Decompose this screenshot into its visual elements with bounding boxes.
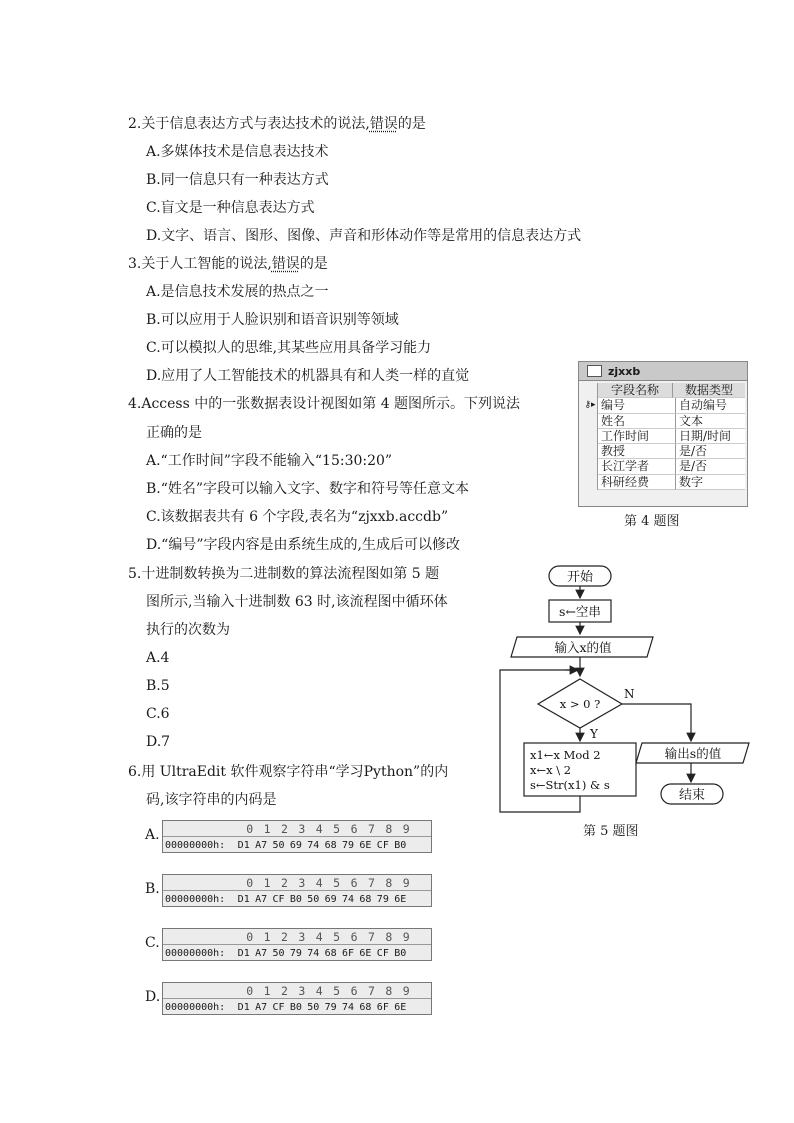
question-3-option-b: B.可以应用于人脸识别和语音识别等领域 [146,312,399,328]
column-header-field-name: 字段名称 [598,383,673,398]
table-row[interactable]: ⚷▸ 编号 自动编号 [583,398,745,413]
question-4-option-c: C.该数据表共有 6 个字段,表名为“zjxxb.accdb” [146,509,449,525]
table-row[interactable]: 工作时间 日期/时间 [583,429,745,444]
flow-input-label: 输入x的值 [554,640,612,655]
flowchart [495,558,755,838]
access-grid [583,383,745,490]
hex-byte: D1 [237,893,250,905]
hex-column-index: 5 [333,822,341,836]
hex-divider [163,998,431,999]
hex-column-index: 4 [315,930,323,944]
flow-no-line [622,704,691,741]
hex-column-index: 4 [315,876,323,890]
emphasis-text: 错误 [369,116,398,132]
hex-byte: 6E [394,1001,407,1013]
hex-column-index: 1 [263,822,271,836]
hex-column-header [241,930,415,944]
hex-byte: A7 [255,893,268,905]
hex-column-index: 2 [281,822,288,836]
hex-column-index: 1 [263,930,271,944]
hex-column-index: 0 [246,930,254,944]
hex-row [165,946,409,960]
hex-column-index: 4 [315,822,323,836]
hex-byte: 6F [342,947,355,959]
hex-column-header [241,876,415,890]
hex-column-index: 0 [246,984,254,998]
question-3-option-d: D.应用了人工智能技术的机器具有和人类一样的直觉 [146,368,470,384]
hex-byte: 79 [289,947,302,959]
question-5-stem-line3: 执行的次数为 [146,622,230,638]
hex-column-index: 3 [298,822,306,836]
hex-byte: 74 [307,839,320,851]
hex-byte: 68 [324,947,337,959]
hex-byte: A7 [255,839,268,851]
hex-byte: CF [272,893,285,905]
hex-byte: D1 [237,1001,250,1013]
question-4-option-d: D.“编号”字段内容是由系统生成的,生成后可以修改 [146,537,460,553]
hex-column-index: 6 [350,930,358,944]
question-6-stem-line2: 码,该字符串的内码是 [146,792,277,808]
hex-byte: 6F [376,1001,389,1013]
hex-panel [162,982,432,1015]
hex-column-index: 2 [281,930,288,944]
hex-column-index: 1 [263,876,271,890]
flow-body-line1: x1←x Mod 2 [530,748,601,762]
hex-column-index: 1 [263,984,271,998]
figure-4-caption: 第 4 题图 [624,514,680,529]
hex-row [165,892,409,906]
hex-byte: 50 [307,1001,320,1013]
hex-column-index: 5 [333,984,341,998]
hex-byte: CF [376,947,389,959]
hex-option-label: B. [145,881,160,897]
hex-byte: 74 [342,1001,355,1013]
question-2-option-a: A.多媒体技术是信息表达技术 [146,144,329,160]
hex-column-index: 5 [333,930,341,944]
hex-column-index: 7 [367,984,375,998]
hex-byte: A7 [255,1001,268,1013]
hex-byte: 69 [289,839,302,851]
hex-byte: B0 [289,893,302,905]
hex-byte: CF [272,1001,285,1013]
question-3-option-a: A.是信息技术发展的热点之一 [146,284,329,300]
hex-divider [163,944,431,945]
hex-byte: 79 [376,893,389,905]
hex-column-index: 0 [246,822,254,836]
hex-byte: D1 [237,947,250,959]
hex-byte: 6E [359,947,372,959]
hex-byte: B0 [394,947,407,959]
hex-column-index: 7 [367,876,375,890]
question-4-stem-line1: 4.Access 中的一张数据表设计视图如第 4 题图所示。下列说法 [128,396,521,412]
hex-byte: 79 [342,839,355,851]
table-row[interactable]: 长江学者 是/否 [583,459,745,474]
flow-output-label: 输出s的值 [664,746,722,761]
question-5-option-d: D.7 [146,734,171,750]
hex-column-header [241,822,415,836]
hex-byte: B0 [394,839,407,851]
hex-address: 00000000h: [165,1001,226,1013]
access-table-titlebar [579,362,747,381]
hex-byte: 68 [359,1001,372,1013]
hex-address: 00000000h: [165,947,226,959]
hex-byte: B0 [289,1001,302,1013]
table-row[interactable]: 教授 是/否 [583,444,745,459]
question-3-option-c: C.可以模拟人的思维,其某些应用具备学习能力 [146,340,432,356]
hex-byte: 69 [324,893,337,905]
hex-column-index: 6 [350,876,358,890]
hex-column-index: 3 [298,984,306,998]
hex-column-index: 9 [402,876,410,890]
hex-byte: D1 [237,839,250,851]
question-4-stem-line2: 正确的是 [146,425,202,441]
hex-row [165,1000,409,1014]
access-header-row [583,383,745,398]
hex-column-index: 8 [385,876,393,890]
question-5-option-a: A.4 [146,650,170,666]
question-4-option-b: B.“姓名”字段可以输入文字、数字和符号等任意文本 [146,481,470,497]
hex-column-index: 6 [350,822,358,836]
hex-panel [162,928,432,961]
hex-column-index: 8 [385,822,393,836]
hex-row [165,838,409,852]
hex-byte: 68 [359,893,372,905]
hex-byte: 50 [272,839,285,851]
table-row[interactable]: 姓名 文本 [583,414,745,429]
hex-column-index: 9 [402,930,410,944]
hex-byte: 79 [324,1001,337,1013]
flow-condition-label: x > 0 ? [559,697,601,711]
hex-panel [162,874,432,907]
hex-option-label: A. [145,827,160,843]
hex-column-index: 0 [246,876,254,890]
hex-byte: A7 [255,947,268,959]
question-2-option-d: D.文字、语言、图形、图像、声音和形体动作等是常用的信息表达方式 [146,228,582,244]
question-3-stem: 3.关于人工智能的说法,错误的是 [128,256,328,272]
figure-5-caption: 第 5 题图 [583,824,639,839]
hex-column-index: 2 [281,984,288,998]
hex-byte: 50 [307,893,320,905]
hex-byte: CF [376,839,389,851]
hex-column-index: 3 [298,876,306,890]
hex-option-label: C. [145,935,160,951]
column-header-data-type: 数据类型 [673,383,745,398]
flow-body-line2: x←x \ 2 [530,763,572,777]
flow-body-line3: s←Str(x1) & s [530,778,610,792]
hex-column-index: 2 [281,876,288,890]
question-2-option-b: B.同一信息只有一种表达方式 [146,172,329,188]
hex-option-label: D. [145,989,161,1005]
access-design-view [578,361,748,507]
hex-column-index: 3 [298,930,306,944]
hex-column-index: 9 [402,984,410,998]
flow-no-label: N [624,687,635,701]
hex-divider [163,836,431,837]
hex-byte: 74 [342,893,355,905]
primary-key-icon: ⚷▸ [583,398,598,413]
hex-panel [162,820,432,853]
hex-column-index: 4 [315,984,323,998]
hex-address: 00000000h: [165,893,226,905]
hex-byte: 68 [324,839,337,851]
hex-column-header [241,984,415,998]
question-6-stem-line1: 6.用 UltraEdit 软件观察字符串“学习Python”的内 [128,764,449,780]
access-table-title: zjxxb [608,364,641,378]
hex-column-index: 5 [333,876,341,890]
hex-column-index: 6 [350,984,358,998]
question-5-stem-line2: 图所示,当输入十进制数 63 时,该流程图中循环体 [146,594,448,610]
question-5-option-c: C.6 [146,706,170,722]
table-icon [587,365,602,377]
hex-column-index: 8 [385,984,393,998]
flow-init-label: s←空串 [559,604,601,619]
hex-address: 00000000h: [165,839,226,851]
hex-column-index: 7 [367,822,375,836]
flow-end-label: 结束 [678,788,706,803]
question-2-option-c: C.盲文是一种信息表达方式 [146,200,315,216]
question-5-stem-line1: 5.十进制数转换为二进制数的算法流程图如第 5 题 [128,566,440,582]
hex-byte: 50 [272,947,285,959]
hex-byte: 6E [394,893,407,905]
hex-column-index: 7 [367,930,375,944]
hex-byte: 6E [359,839,372,851]
flow-start-label: 开始 [566,570,594,585]
hex-column-index: 8 [385,930,393,944]
hex-divider [163,890,431,891]
emphasis-text: 错误 [271,256,300,272]
hex-column-index: 9 [402,822,410,836]
question-2-stem: 2.关于信息表达方式与表达技术的说法,错误的是 [128,116,426,132]
question-4-option-a: A.“工作时间”字段不能输入“15:30:20” [146,453,393,469]
flow-yes-label: Y [590,727,598,741]
table-row[interactable]: 科研经费 数字 [583,475,745,490]
hex-byte: 74 [307,947,320,959]
question-5-option-b: B.5 [146,678,170,694]
